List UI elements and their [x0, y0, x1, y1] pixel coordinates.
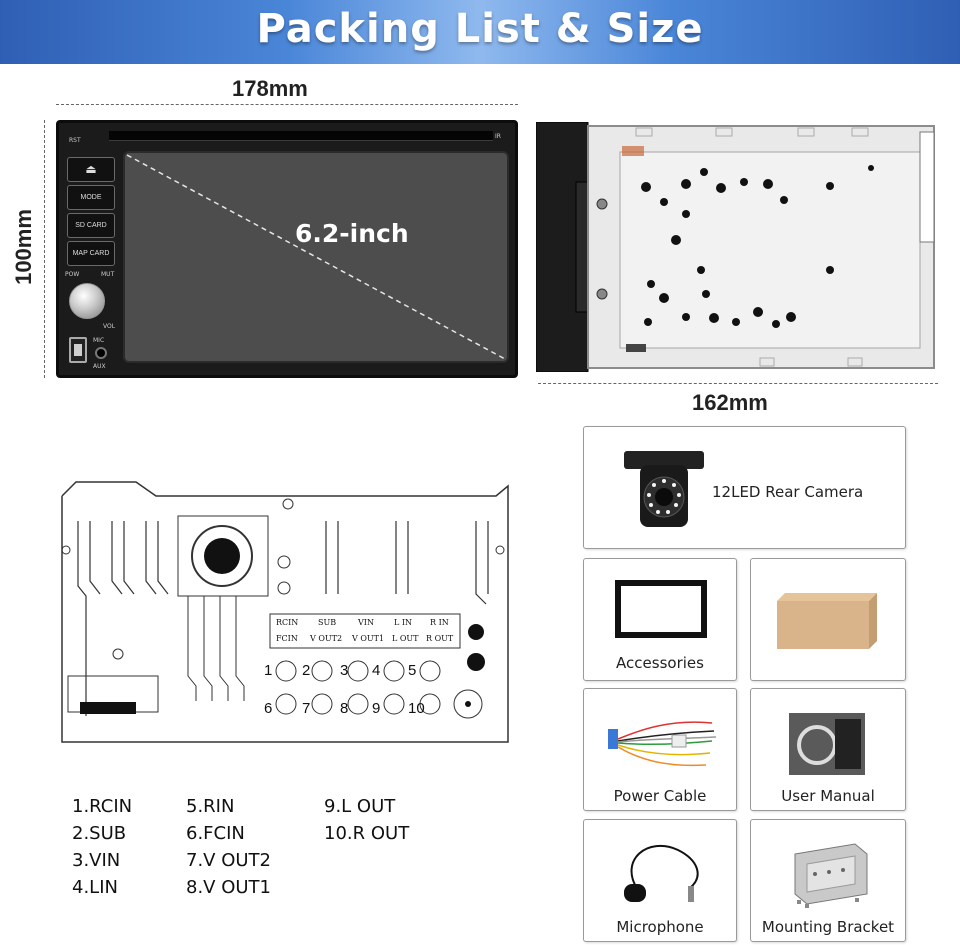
- camera-label: 12LED Rear Camera: [712, 483, 864, 501]
- header-banner: [0, 0, 960, 64]
- power-cable-label: Power Cable: [613, 787, 707, 805]
- depth-dimension-line: [538, 383, 938, 384]
- depth-dimension-label: 162mm: [692, 390, 768, 415]
- legend-column-3: [324, 793, 409, 847]
- user-manual-label: User Manual: [781, 787, 875, 805]
- legend-item: 8.V OUT1: [186, 877, 271, 898]
- legend-item: 10.R OUT: [324, 823, 410, 844]
- map-card-button: MAP CARD: [67, 241, 115, 266]
- sd-card-button: SD CARD: [67, 213, 115, 238]
- vol-label: VOL: [103, 323, 116, 330]
- mode-button: MODE: [67, 185, 115, 210]
- mounting-bracket-label: Mounting Bracket: [761, 918, 895, 936]
- usb-port-icon: [69, 337, 87, 363]
- stereo-front-view: [56, 120, 518, 378]
- port-label-sub: SUB: [318, 618, 337, 627]
- packing-item-mounting-bracket: [750, 819, 906, 942]
- port-label-vin: VIN: [358, 618, 374, 627]
- legend-item: 7.V OUT2: [186, 850, 271, 871]
- ir-label: IR: [495, 133, 501, 140]
- disc-slot: [109, 131, 493, 141]
- frame-icon: [614, 579, 710, 639]
- port-number-2: 2: [302, 662, 311, 679]
- legend-item: 6.FCIN: [186, 823, 245, 844]
- legend-column-1: [72, 793, 132, 901]
- screen-diagonal-line: [125, 153, 507, 361]
- port-label-rout: R OUT: [426, 634, 454, 643]
- width-dimension-line: [56, 104, 518, 105]
- microphone-icon: [608, 830, 718, 910]
- rst-label: RST: [69, 137, 81, 144]
- port-number-5: 5: [408, 662, 417, 679]
- accessories-label: Accessories: [616, 654, 704, 672]
- port-number-9: 9: [372, 700, 381, 717]
- port-number-3: 3: [340, 662, 349, 679]
- legend-item: 2.SUB: [72, 823, 127, 844]
- packing-item-accessories: [583, 558, 737, 681]
- stereo-side-view: [536, 122, 938, 372]
- port-label-vout1: V OUT1: [352, 634, 385, 643]
- legend-item: 1.RCIN: [72, 796, 133, 817]
- packing-item-box: [750, 558, 906, 681]
- width-dimension-label: 178mm: [232, 76, 308, 101]
- port-number-10: 10: [408, 700, 425, 717]
- port-number-1: 1: [264, 662, 273, 679]
- legend-item: 9.L OUT: [324, 796, 396, 817]
- legend-item: 4.LIN: [72, 877, 118, 898]
- port-number-8: 8: [340, 700, 349, 717]
- port-number-7: 7: [302, 700, 311, 717]
- height-dimension-line: [44, 120, 45, 378]
- packing-item-power-cable: [583, 688, 737, 811]
- display-screen: [123, 151, 509, 363]
- volume-knob: [69, 283, 105, 319]
- power-cable-icon: [602, 709, 722, 779]
- rear-wiring-diagram: [56, 476, 516, 751]
- packing-item-microphone: [583, 819, 737, 942]
- legend-item: 3.VIN: [72, 850, 121, 871]
- eject-button: ⏏: [67, 157, 115, 182]
- port-label-rin: R IN: [430, 618, 449, 627]
- packing-item-user-manual: [750, 688, 906, 811]
- mut-label: MUT: [101, 271, 115, 278]
- legend-column-2: [186, 793, 271, 901]
- port-label-lout: L OUT: [392, 634, 419, 643]
- port-label-rcin: RCIN: [276, 618, 299, 627]
- aux-label: AUX: [93, 363, 106, 370]
- port-number-6: 6: [264, 700, 273, 717]
- user-manual-icon: [787, 711, 867, 777]
- screen-size-label: 6.2-inch: [295, 219, 409, 248]
- aux-port-icon: [95, 347, 107, 359]
- pow-label: POW: [65, 271, 80, 278]
- mounting-bracket-icon: [785, 834, 875, 910]
- port-number-4: 4: [372, 662, 381, 679]
- rear-camera-icon: [618, 445, 718, 535]
- packing-item-camera: [583, 426, 906, 549]
- mic-label: MIC: [93, 337, 105, 344]
- height-dimension-label: 100mm: [11, 209, 36, 285]
- port-label-fcin: FCIN: [276, 634, 298, 643]
- box-icon: [773, 589, 883, 659]
- legend-item: 5.RIN: [186, 796, 235, 817]
- port-label-lin: L IN: [394, 618, 413, 627]
- page-title: Packing List & Size: [256, 6, 704, 52]
- microphone-label: Microphone: [616, 918, 704, 936]
- port-label-vout2: V OUT2: [310, 634, 343, 643]
